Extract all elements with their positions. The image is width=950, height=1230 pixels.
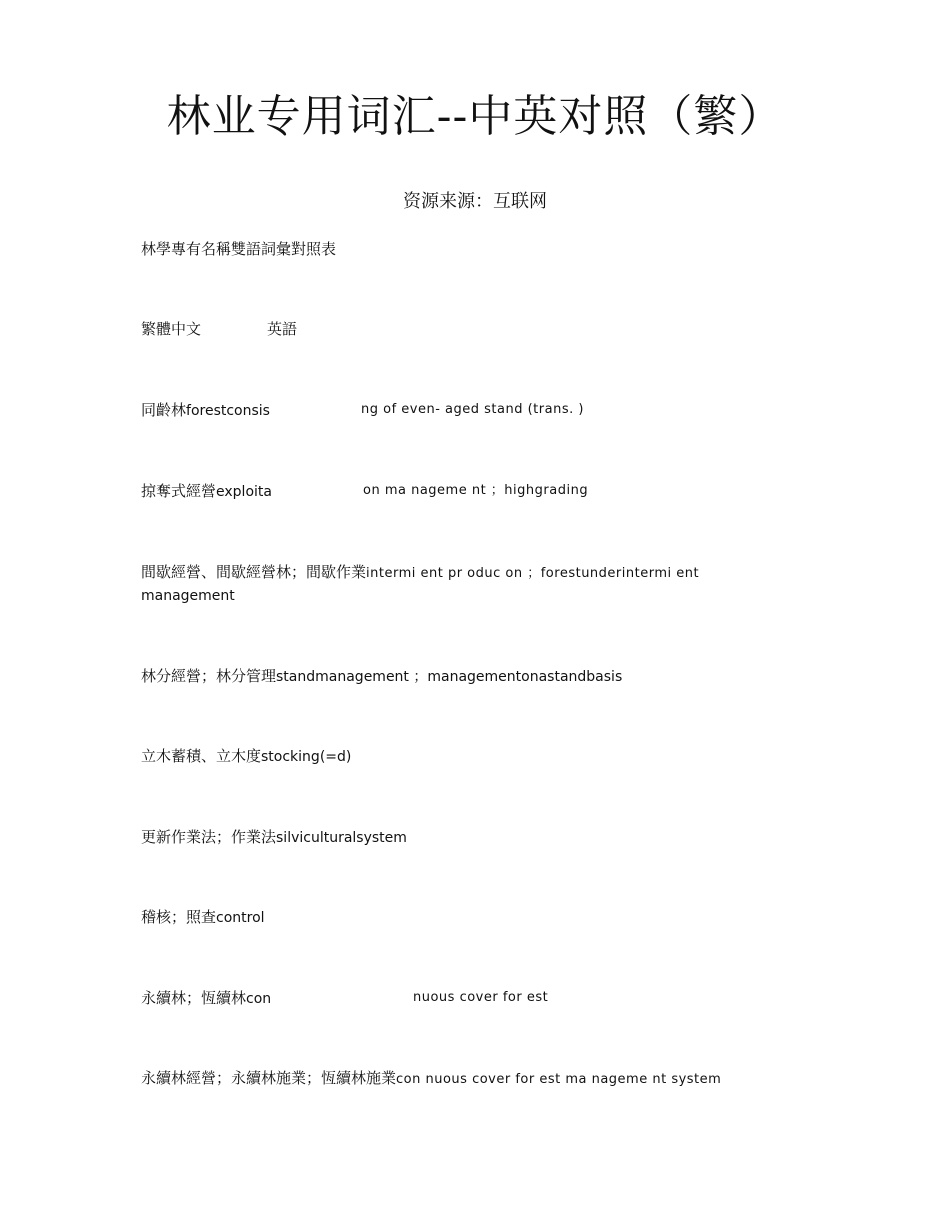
column-header-zh: 繁體中文: [141, 320, 202, 338]
entry-en: forestconsis: [186, 403, 270, 419]
list-item: [141, 906, 781, 929]
entry-zh: 稽核；照查: [141, 908, 217, 926]
document-title: 林业专用词汇--中英对照（繁）: [166, 91, 784, 142]
table-subtitle: [141, 238, 781, 260]
list-item-continuation: [141, 584, 781, 607]
entry-zh: 更新作業法；作業法: [141, 828, 277, 846]
subtitle-text: 林學專有名稱雙語詞彙對照表: [141, 240, 337, 258]
column-header-row: [141, 318, 781, 340]
list-item: [141, 826, 781, 849]
list-item: [141, 1067, 781, 1091]
entry-zh: 立木蓄積、立木度: [141, 747, 262, 765]
entry-en: control: [216, 910, 265, 926]
entry-zh: 永續林；恆續林: [141, 989, 247, 1007]
entry-en: standmanagement ；managementonastandbasis: [276, 669, 623, 685]
entry-en: stocking(=d): [261, 749, 352, 765]
entry-en-continued: management: [141, 588, 235, 604]
list-item: [141, 561, 781, 585]
list-item: [141, 665, 781, 688]
entry-en: silviculturalsystem: [276, 830, 407, 846]
entry-en: exploita: [216, 484, 272, 500]
entry-zh: 同齡林: [141, 401, 187, 419]
list-item: [141, 480, 781, 503]
entry-en: intermi ent pr oduc on ；forestunderintermi ent: [366, 566, 700, 581]
entry-en: con: [246, 991, 272, 1007]
column-header-en: 英語: [267, 320, 298, 338]
entry-zh: 林分經營；林分管理: [141, 667, 277, 685]
list-item: [141, 987, 781, 1010]
list-item: [141, 745, 781, 768]
entry-en-continued: on ma nageme nt ；highgrading: [363, 483, 589, 498]
entry-en: con nuous cover for est ma nageme nt system: [396, 1072, 722, 1087]
entry-zh: 掠奪式經營: [141, 482, 217, 500]
entry-en-continued: ng of even- aged stand (trans. ): [361, 402, 584, 417]
source-line: 资源来源：互联网: [403, 191, 547, 212]
list-item: [141, 399, 781, 422]
entry-zh: 永續林經營；永續林施業；恆續林施業: [141, 1069, 397, 1087]
entry-en-continued: nuous cover for est: [413, 990, 549, 1005]
entry-zh: 間歇經營、間歇經營林；間歇作業: [141, 563, 367, 581]
